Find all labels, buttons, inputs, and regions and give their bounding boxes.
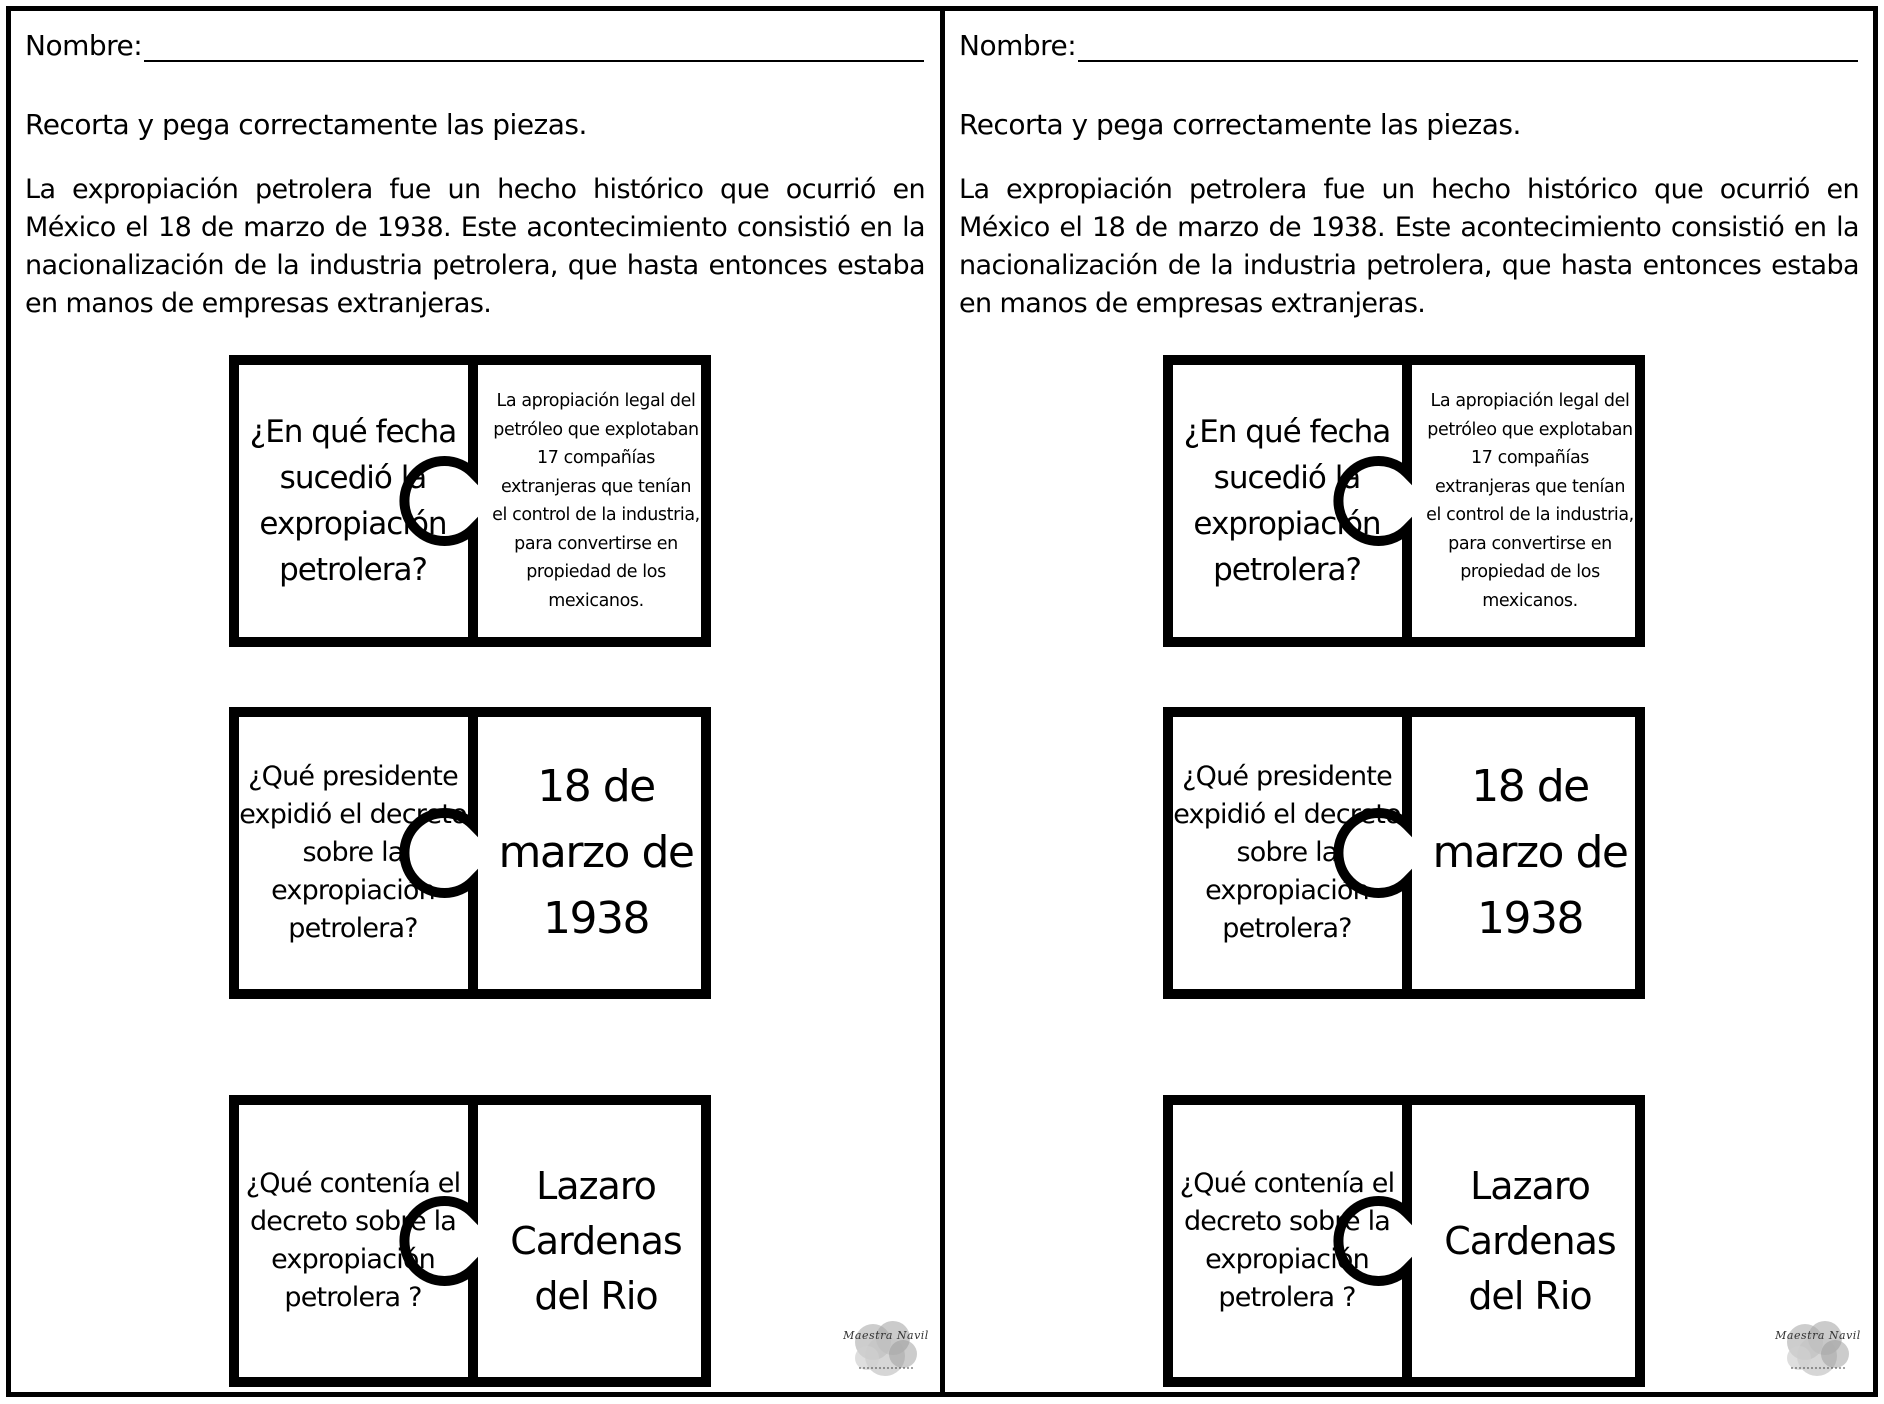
author-logo	[843, 1312, 929, 1384]
logo-watercolor-icon	[1775, 1312, 1861, 1384]
puzzle-question: ¿Qué contenía el decreto sobre la expropiación petrolera ?	[245, 1168, 461, 1313]
name-field	[959, 29, 1859, 62]
worksheet-left	[6, 6, 946, 1397]
puzzle-piece-1	[1163, 355, 1645, 647]
puzzle-piece-1	[229, 355, 711, 647]
intro-paragraph: La expropiación petrolera fue un hecho histórico que ocurrió en México el 18 de marzo de 1938. Este acontecimiento consistió en la nacionalización de la industria petrolera, que hasta entonces estaba en manos de empresas extranjeras.	[25, 174, 925, 319]
author-logo	[1775, 1312, 1861, 1384]
logo-watercolor-icon	[843, 1312, 929, 1384]
name-blank-line	[144, 36, 924, 62]
puzzle-question: ¿Qué presidente expidió el decreto sobre la expropiación petrolera?	[1173, 761, 1401, 944]
puzzle-question: ¿En qué fecha sucedió la expropiación petrolera?	[1183, 414, 1391, 588]
name-blank-line	[1078, 36, 1858, 62]
puzzle-answer: La apropiación legal del petróleo que explotaban 17 compañías extranjeras que tenían el control de la industria, para convertirse en propiedad de los mexicanos.	[492, 391, 700, 611]
logo-text: Maestra Navil	[1775, 1329, 1861, 1342]
puzzle-answer: La apropiación legal del petróleo que explotaban 17 compañías extranjeras que tenían el control de la industria, para convertirse en propiedad de los mexicanos.	[1426, 391, 1634, 611]
puzzle-piece-2	[1163, 707, 1645, 999]
name-label: Nombre:	[25, 29, 143, 62]
instruction-text: Recorta y pega correctamente las piezas.	[959, 108, 1521, 141]
puzzle-piece-3	[1163, 1095, 1645, 1387]
puzzle-answer: 18 de marzo de 1938	[1432, 761, 1628, 944]
name-field	[25, 29, 925, 62]
puzzle-piece-2	[229, 707, 711, 999]
puzzle-piece-3	[229, 1095, 711, 1387]
logo-text: Maestra Navil	[843, 1329, 929, 1342]
puzzle-answer: Lazaro Cardenas del Rio	[1444, 1163, 1616, 1318]
instruction-text: Recorta y pega correctamente las piezas.	[25, 108, 587, 141]
name-label: Nombre:	[959, 29, 1077, 62]
puzzle-question: ¿Qué presidente expidió el decreto sobre la expropiación petrolera?	[239, 761, 467, 944]
puzzle-question: ¿En qué fecha sucedió la expropiación petrolera?	[249, 414, 457, 588]
puzzle-question: ¿Qué contenía el decreto sobre la expropiación petrolera ?	[1179, 1168, 1395, 1313]
worksheet-right	[940, 6, 1878, 1397]
puzzle-answer: 18 de marzo de 1938	[498, 761, 694, 944]
puzzle-answer: Lazaro Cardenas del Rio	[510, 1163, 682, 1318]
intro-paragraph: La expropiación petrolera fue un hecho histórico que ocurrió en México el 18 de marzo de 1938. Este acontecimiento consistió en la nacionalización de la industria petrolera, que hasta entonces estaba en manos de empresas extranjeras.	[959, 174, 1859, 319]
